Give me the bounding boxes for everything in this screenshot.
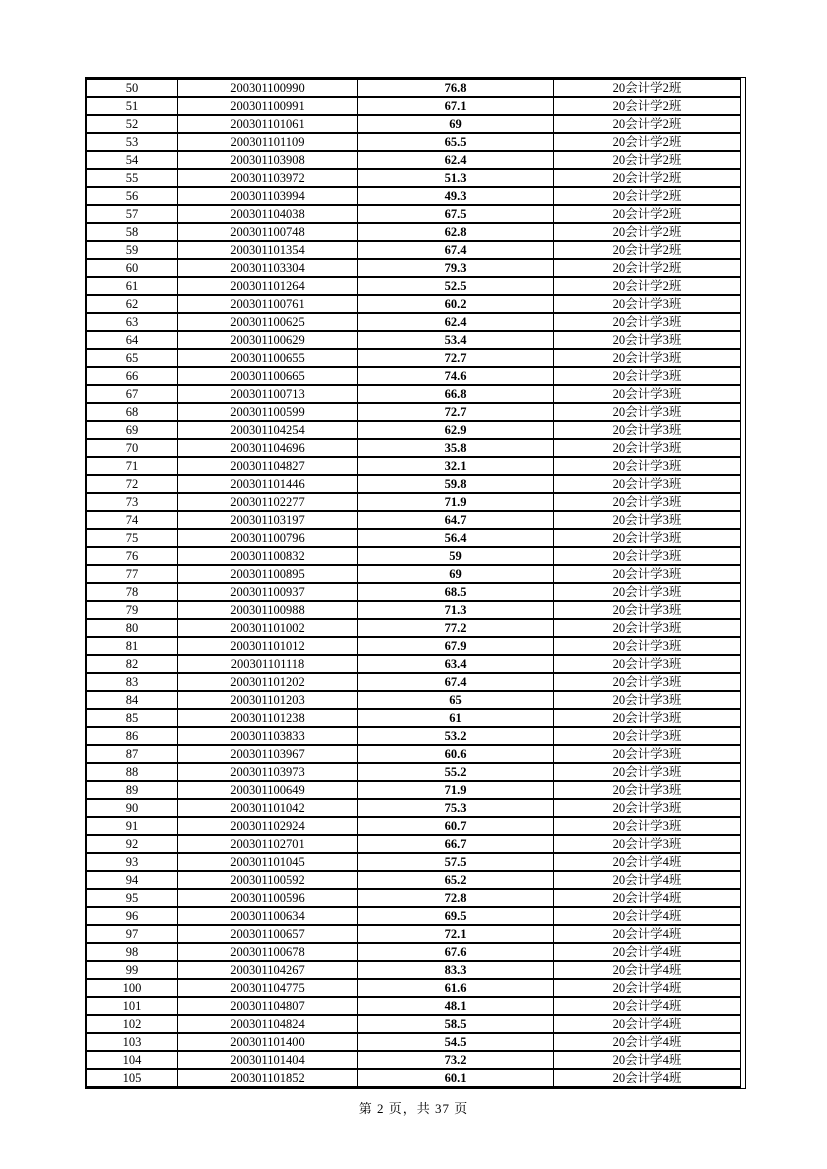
table-row	[87, 277, 741, 295]
student-id-cell: 200301100988	[178, 601, 358, 619]
row-number-cell: 89	[87, 781, 178, 799]
row-number-cell: 50	[87, 79, 178, 97]
table-row	[87, 259, 741, 277]
student-id-cell: 200301100657	[178, 925, 358, 943]
student-id-cell: 200301104824	[178, 1015, 358, 1033]
student-id-cell: 200301101400	[178, 1033, 358, 1051]
student-id-cell: 200301100634	[178, 907, 358, 925]
student-id-cell: 200301101238	[178, 709, 358, 727]
score-cell: 61.6	[358, 979, 554, 997]
table-row	[87, 583, 741, 601]
class-name-cell: 20会计学3班	[554, 835, 741, 853]
class-name-cell: 20会计学2班	[554, 169, 741, 187]
class-name-cell: 20会计学4班	[554, 853, 741, 871]
table-row	[87, 925, 741, 943]
table-row	[87, 637, 741, 655]
row-number-cell: 65	[87, 349, 178, 367]
table-row	[87, 313, 741, 331]
class-name-cell: 20会计学3班	[554, 745, 741, 763]
row-number-cell: 70	[87, 439, 178, 457]
row-number-cell: 64	[87, 331, 178, 349]
class-name-cell: 20会计学4班	[554, 889, 741, 907]
row-number-cell: 95	[87, 889, 178, 907]
row-number-cell: 103	[87, 1033, 178, 1051]
row-number-cell: 98	[87, 943, 178, 961]
row-number-cell: 55	[87, 169, 178, 187]
row-number-cell: 104	[87, 1051, 178, 1069]
student-id-cell: 200301104775	[178, 979, 358, 997]
table-row	[87, 727, 741, 745]
score-cell: 67.4	[358, 673, 554, 691]
student-id-cell: 200301101354	[178, 241, 358, 259]
table-row	[87, 997, 741, 1015]
row-number-cell: 80	[87, 619, 178, 637]
table-row	[87, 547, 741, 565]
student-id-cell: 200301100629	[178, 331, 358, 349]
student-id-cell: 200301101045	[178, 853, 358, 871]
score-cell: 56.4	[358, 529, 554, 547]
table-row	[87, 241, 741, 259]
class-name-cell: 20会计学3班	[554, 439, 741, 457]
student-id-cell: 200301101109	[178, 133, 358, 151]
score-cell: 67.6	[358, 943, 554, 961]
score-cell: 59	[358, 547, 554, 565]
table-row	[87, 961, 741, 979]
student-id-cell: 200301103973	[178, 763, 358, 781]
row-number-cell: 68	[87, 403, 178, 421]
table-row	[87, 1069, 741, 1087]
score-cell: 62.4	[358, 151, 554, 169]
score-cell: 57.5	[358, 853, 554, 871]
row-number-cell: 101	[87, 997, 178, 1015]
student-id-cell: 200301101061	[178, 115, 358, 133]
class-name-cell: 20会计学3班	[554, 529, 741, 547]
student-id-cell: 200301103833	[178, 727, 358, 745]
class-name-cell: 20会计学2班	[554, 223, 741, 241]
score-cell: 83.3	[358, 961, 554, 979]
score-cell: 67.4	[358, 241, 554, 259]
table-row	[87, 943, 741, 961]
table-row	[87, 1015, 741, 1033]
student-id-cell: 200301104827	[178, 457, 358, 475]
row-number-cell: 92	[87, 835, 178, 853]
student-id-cell: 200301100625	[178, 313, 358, 331]
score-cell: 60.7	[358, 817, 554, 835]
table-row	[87, 169, 741, 187]
row-number-cell: 75	[87, 529, 178, 547]
score-cell: 54.5	[358, 1033, 554, 1051]
row-number-cell: 54	[87, 151, 178, 169]
table-row	[87, 331, 741, 349]
table-row	[87, 367, 741, 385]
table-row	[87, 979, 741, 997]
score-cell: 69	[358, 115, 554, 133]
student-id-cell: 200301101042	[178, 799, 358, 817]
class-name-cell: 20会计学2班	[554, 151, 741, 169]
student-id-cell: 200301101404	[178, 1051, 358, 1069]
score-cell: 66.7	[358, 835, 554, 853]
table-row	[87, 115, 741, 133]
row-number-cell: 102	[87, 1015, 178, 1033]
page-footer: 第 2 页，共 37 页	[358, 1101, 469, 1116]
score-table	[86, 78, 741, 1088]
score-cell: 55.2	[358, 763, 554, 781]
row-number-cell: 69	[87, 421, 178, 439]
table-row	[87, 889, 741, 907]
student-id-cell: 200301102924	[178, 817, 358, 835]
row-number-cell: 72	[87, 475, 178, 493]
table-row	[87, 457, 741, 475]
score-cell: 65	[358, 691, 554, 709]
score-cell: 72.7	[358, 403, 554, 421]
class-name-cell: 20会计学3班	[554, 673, 741, 691]
class-name-cell: 20会计学4班	[554, 1051, 741, 1069]
student-id-cell: 200301100796	[178, 529, 358, 547]
row-number-cell: 91	[87, 817, 178, 835]
row-number-cell: 84	[87, 691, 178, 709]
table-row	[87, 223, 741, 241]
student-id-cell: 200301103994	[178, 187, 358, 205]
table-row	[87, 745, 741, 763]
student-id-cell: 200301100678	[178, 943, 358, 961]
class-name-cell: 20会计学3班	[554, 331, 741, 349]
class-name-cell: 20会计学4班	[554, 907, 741, 925]
row-number-cell: 83	[87, 673, 178, 691]
table-row	[87, 1051, 741, 1069]
score-cell: 67.1	[358, 97, 554, 115]
student-id-cell: 200301103908	[178, 151, 358, 169]
score-cell: 74.6	[358, 367, 554, 385]
class-name-cell: 20会计学3班	[554, 565, 741, 583]
row-number-cell: 51	[87, 97, 178, 115]
row-number-cell: 78	[87, 583, 178, 601]
table-row	[87, 97, 741, 115]
score-cell: 72.7	[358, 349, 554, 367]
row-number-cell: 71	[87, 457, 178, 475]
class-name-cell: 20会计学3班	[554, 475, 741, 493]
score-cell: 71.3	[358, 601, 554, 619]
student-id-cell: 200301100655	[178, 349, 358, 367]
class-name-cell: 20会计学2班	[554, 115, 741, 133]
student-id-cell: 200301100665	[178, 367, 358, 385]
table-row	[87, 763, 741, 781]
class-name-cell: 20会计学2班	[554, 259, 741, 277]
student-id-cell: 200301100592	[178, 871, 358, 889]
score-cell: 75.3	[358, 799, 554, 817]
score-cell: 59.8	[358, 475, 554, 493]
score-cell: 62.8	[358, 223, 554, 241]
class-name-cell: 20会计学2班	[554, 241, 741, 259]
class-name-cell: 20会计学4班	[554, 979, 741, 997]
student-id-cell: 200301101202	[178, 673, 358, 691]
score-cell: 79.3	[358, 259, 554, 277]
table-row	[87, 655, 741, 673]
score-cell: 49.3	[358, 187, 554, 205]
table-row	[87, 349, 741, 367]
student-id-cell: 200301103967	[178, 745, 358, 763]
class-name-cell: 20会计学2班	[554, 97, 741, 115]
class-name-cell: 20会计学3班	[554, 511, 741, 529]
class-name-cell: 20会计学3班	[554, 709, 741, 727]
score-cell: 71.9	[358, 781, 554, 799]
student-id-cell: 200301101446	[178, 475, 358, 493]
student-id-cell: 200301101002	[178, 619, 358, 637]
class-name-cell: 20会计学3班	[554, 691, 741, 709]
class-name-cell: 20会计学3班	[554, 349, 741, 367]
row-number-cell: 57	[87, 205, 178, 223]
score-cell: 77.2	[358, 619, 554, 637]
table-row	[87, 79, 741, 97]
score-cell: 72.1	[358, 925, 554, 943]
student-id-cell: 200301100937	[178, 583, 358, 601]
score-cell: 35.8	[358, 439, 554, 457]
table-row	[87, 619, 741, 637]
table-row	[87, 205, 741, 223]
row-number-cell: 56	[87, 187, 178, 205]
score-cell: 67.9	[358, 637, 554, 655]
row-number-cell: 58	[87, 223, 178, 241]
student-id-cell: 200301100713	[178, 385, 358, 403]
table-row	[87, 493, 741, 511]
score-cell: 66.8	[358, 385, 554, 403]
score-cell: 32.1	[358, 457, 554, 475]
table-row	[87, 673, 741, 691]
table-row	[87, 781, 741, 799]
class-name-cell: 20会计学3班	[554, 781, 741, 799]
student-id-cell: 200301103972	[178, 169, 358, 187]
table-row	[87, 601, 741, 619]
row-number-cell: 86	[87, 727, 178, 745]
row-number-cell: 62	[87, 295, 178, 313]
student-id-cell: 200301101012	[178, 637, 358, 655]
class-name-cell: 20会计学2班	[554, 277, 741, 295]
row-number-cell: 105	[87, 1069, 178, 1087]
student-id-cell: 200301100991	[178, 97, 358, 115]
table-row	[87, 403, 741, 421]
student-id-cell: 200301102701	[178, 835, 358, 853]
score-cell: 60.1	[358, 1069, 554, 1087]
table-row	[87, 565, 741, 583]
score-cell: 48.1	[358, 997, 554, 1015]
row-number-cell: 77	[87, 565, 178, 583]
score-table-wrap	[85, 77, 746, 1089]
score-cell: 63.4	[358, 655, 554, 673]
class-name-cell: 20会计学3班	[554, 655, 741, 673]
row-number-cell: 90	[87, 799, 178, 817]
student-id-cell: 200301100596	[178, 889, 358, 907]
student-id-cell: 200301100649	[178, 781, 358, 799]
score-cell: 65.5	[358, 133, 554, 151]
score-cell: 69	[358, 565, 554, 583]
score-cell: 64.7	[358, 511, 554, 529]
table-row	[87, 529, 741, 547]
score-cell: 62.4	[358, 313, 554, 331]
row-number-cell: 93	[87, 853, 178, 871]
class-name-cell: 20会计学4班	[554, 1069, 741, 1087]
table-row	[87, 511, 741, 529]
class-name-cell: 20会计学2班	[554, 187, 741, 205]
score-cell: 60.6	[358, 745, 554, 763]
row-number-cell: 99	[87, 961, 178, 979]
row-number-cell: 79	[87, 601, 178, 619]
class-name-cell: 20会计学3班	[554, 763, 741, 781]
row-number-cell: 52	[87, 115, 178, 133]
row-number-cell: 85	[87, 709, 178, 727]
class-name-cell: 20会计学2班	[554, 79, 741, 97]
student-id-cell: 200301104807	[178, 997, 358, 1015]
row-number-cell: 63	[87, 313, 178, 331]
class-name-cell: 20会计学2班	[554, 133, 741, 151]
score-cell: 69.5	[358, 907, 554, 925]
class-name-cell: 20会计学3班	[554, 295, 741, 313]
row-number-cell: 82	[87, 655, 178, 673]
row-number-cell: 73	[87, 493, 178, 511]
student-id-cell: 200301100895	[178, 565, 358, 583]
student-id-cell: 200301100748	[178, 223, 358, 241]
table-row	[87, 475, 741, 493]
row-number-cell: 100	[87, 979, 178, 997]
student-id-cell: 200301104038	[178, 205, 358, 223]
class-name-cell: 20会计学4班	[554, 871, 741, 889]
table-row	[87, 385, 741, 403]
student-id-cell: 200301104267	[178, 961, 358, 979]
table-row	[87, 853, 741, 871]
row-number-cell: 88	[87, 763, 178, 781]
table-row	[87, 907, 741, 925]
class-name-cell: 20会计学4班	[554, 961, 741, 979]
score-cell: 72.8	[358, 889, 554, 907]
student-id-cell: 200301101203	[178, 691, 358, 709]
student-id-cell: 200301101264	[178, 277, 358, 295]
row-number-cell: 81	[87, 637, 178, 655]
row-number-cell: 97	[87, 925, 178, 943]
student-id-cell: 200301100599	[178, 403, 358, 421]
class-name-cell: 20会计学3班	[554, 619, 741, 637]
class-name-cell: 20会计学3班	[554, 403, 741, 421]
student-id-cell: 200301103197	[178, 511, 358, 529]
row-number-cell: 53	[87, 133, 178, 151]
class-name-cell: 20会计学2班	[554, 205, 741, 223]
score-cell: 60.2	[358, 295, 554, 313]
class-name-cell: 20会计学3班	[554, 367, 741, 385]
table-row	[87, 439, 741, 457]
student-id-cell: 200301102277	[178, 493, 358, 511]
class-name-cell: 20会计学3班	[554, 637, 741, 655]
student-id-cell: 200301104696	[178, 439, 358, 457]
table-row	[87, 691, 741, 709]
student-id-cell: 200301103304	[178, 259, 358, 277]
score-cell: 51.3	[358, 169, 554, 187]
score-cell: 62.9	[358, 421, 554, 439]
class-name-cell: 20会计学4班	[554, 925, 741, 943]
score-cell: 73.2	[358, 1051, 554, 1069]
class-name-cell: 20会计学3班	[554, 601, 741, 619]
student-id-cell: 200301100832	[178, 547, 358, 565]
row-number-cell: 96	[87, 907, 178, 925]
student-id-cell: 200301100761	[178, 295, 358, 313]
table-row	[87, 151, 741, 169]
score-cell: 76.8	[358, 79, 554, 97]
score-cell: 52.5	[358, 277, 554, 295]
table-row	[87, 817, 741, 835]
score-cell: 67.5	[358, 205, 554, 223]
table-row	[87, 421, 741, 439]
class-name-cell: 20会计学3班	[554, 799, 741, 817]
class-name-cell: 20会计学3班	[554, 727, 741, 745]
class-name-cell: 20会计学3班	[554, 583, 741, 601]
class-name-cell: 20会计学3班	[554, 817, 741, 835]
class-name-cell: 20会计学3班	[554, 421, 741, 439]
score-cell: 53.4	[358, 331, 554, 349]
class-name-cell: 20会计学3班	[554, 547, 741, 565]
table-row	[87, 133, 741, 151]
row-number-cell: 59	[87, 241, 178, 259]
score-cell: 53.2	[358, 727, 554, 745]
class-name-cell: 20会计学3班	[554, 457, 741, 475]
table-row	[87, 187, 741, 205]
row-number-cell: 61	[87, 277, 178, 295]
table-row	[87, 1033, 741, 1051]
class-name-cell: 20会计学4班	[554, 1033, 741, 1051]
row-number-cell: 74	[87, 511, 178, 529]
student-id-cell: 200301101852	[178, 1069, 358, 1087]
class-name-cell: 20会计学3班	[554, 385, 741, 403]
row-number-cell: 60	[87, 259, 178, 277]
score-table-body	[87, 79, 741, 1087]
student-id-cell: 200301101118	[178, 655, 358, 673]
score-cell: 68.5	[358, 583, 554, 601]
class-name-cell: 20会计学4班	[554, 943, 741, 961]
student-id-cell: 200301104254	[178, 421, 358, 439]
row-number-cell: 67	[87, 385, 178, 403]
class-name-cell: 20会计学4班	[554, 1015, 741, 1033]
class-name-cell: 20会计学3班	[554, 493, 741, 511]
score-cell: 65.2	[358, 871, 554, 889]
row-number-cell: 87	[87, 745, 178, 763]
row-number-cell: 94	[87, 871, 178, 889]
table-row	[87, 799, 741, 817]
row-number-cell: 66	[87, 367, 178, 385]
table-row	[87, 709, 741, 727]
table-row	[87, 295, 741, 313]
class-name-cell: 20会计学4班	[554, 997, 741, 1015]
row-number-cell: 76	[87, 547, 178, 565]
score-cell: 71.9	[358, 493, 554, 511]
class-name-cell: 20会计学3班	[554, 313, 741, 331]
table-row	[87, 835, 741, 853]
score-cell: 61	[358, 709, 554, 727]
table-row	[87, 871, 741, 889]
student-id-cell: 200301100990	[178, 79, 358, 97]
score-cell: 58.5	[358, 1015, 554, 1033]
